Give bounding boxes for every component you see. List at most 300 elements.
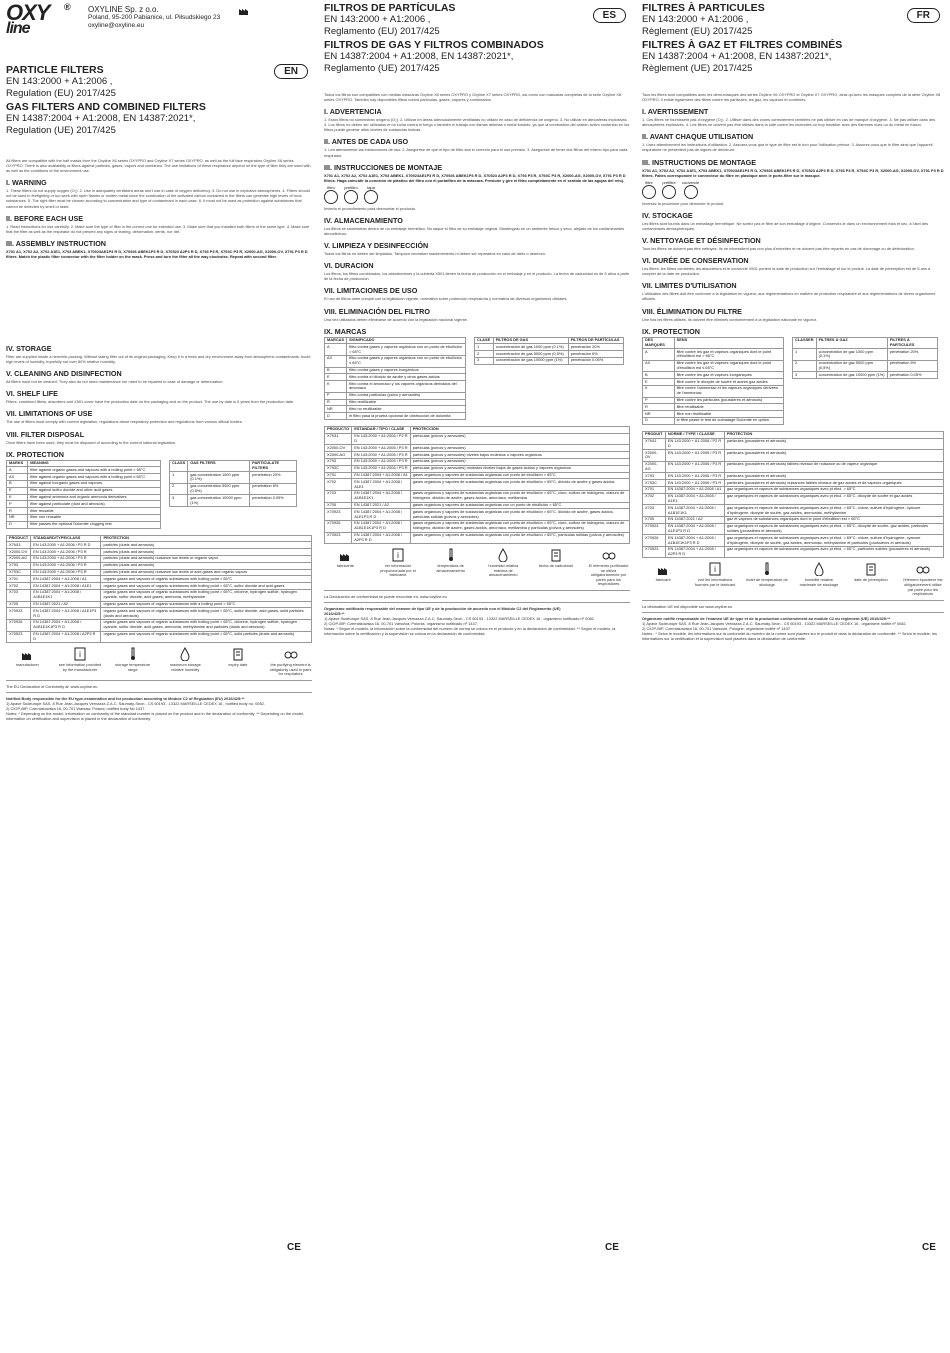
table-cell: filter against inorganic gases and vapours [28,480,161,487]
table-cell: P [643,397,675,404]
symbol-item [217,647,260,668]
filter-part-icon [642,185,656,199]
column-header: MARCAS [325,337,347,344]
table-cell: X7N11 [643,438,666,450]
column-header: SIGNIFICADO [347,337,466,344]
table-row [643,473,944,480]
table-cell: particles (dusts and aerosols) [101,549,312,556]
filter-part [682,180,699,199]
column-header: FILTRES À PARTICULES [887,337,937,349]
symbol-label: écart de température de stockage [746,577,788,588]
table-cell: K [7,494,28,501]
company-info: OXYLINE Sp. z o.o. Poland, 95-200 Pabianice, ul. Piłsudskiego 23 oxyline@oxyline.eu [88,5,221,29]
ce-mark-es: CE [605,1242,619,1253]
table-cell: gaz organiques et vapeurs de substances organiques avec pt ébul. > 65°C, chlore, sulfure d'hydrogène, cyanure d'hydrogène, dioxyde de soufre, gaz acides, ammoniac, méthylamine [724,505,943,517]
svg-text:i: i [79,650,81,660]
hourglass-icon [864,562,878,576]
symbol-item [111,647,154,672]
filter-parts-fr [642,180,944,199]
filter-part [364,185,378,204]
table-cell: X70523 [325,532,352,544]
table-cell: X7N11 [325,433,352,445]
table-cell: A [643,349,675,361]
table-cell: gaz et vapeurs de substances organiques dont le point d'ébullition est > 65°C [724,516,943,523]
table-cell: penetración 0.05% [568,357,623,364]
symbol-item [482,548,525,578]
column-header: PROTECCION [410,426,629,433]
table-cell: X702 [325,479,352,491]
table-cell: K [325,381,347,393]
table-cell: concentración de gas 1000 ppm (0.1%) [493,344,568,351]
filter-part [324,185,338,204]
table-cell: X793 [643,473,666,480]
table-cell: concentration de gaz 1000 ppm (0,1%) [816,349,887,361]
table-cell: EN 14387:2004 + A1:2008 / A1E1P3 R D [352,509,411,521]
table-row [643,385,784,397]
table-cell: filter against ammonia and organic ammonia derivatives [28,494,161,501]
filter-part-icon [364,190,378,204]
table-cell: EN 14387:2004 + A1:2008 / A1 [352,472,411,479]
table-row [7,480,161,487]
table-cell: filtro contra gases y vapores orgánicos con un punto de ebullición ≤ 65°C [347,355,466,367]
table-cell: filter against organic gases and vapours with a boiling point > 65°C [28,467,161,474]
table-cell: penetration 6% [250,483,297,495]
table-cell: filter reusable [28,508,161,515]
table-cell: X2000-AG [643,461,666,473]
table-cell: gases orgánicos y vapores de sustancias orgánicas con punto de ebullición > 65°C, dióxido de azufre, gases ácidos, partículas sólidas (polvos y aerosoles) [410,509,629,521]
table-cell: gas concentration 5000 ppm (0.5%) [188,483,250,495]
table-cell: penetración 20% [568,344,623,351]
ce-mark-fr: CE [922,1242,936,1253]
filter-part-icon [324,190,338,204]
column-en: OXY line ® OXYLINE Sp. z o.o. Poland, 95-200 Pabianice, ul. Piłsudskiego 23 oxyline@oxyline.eu EN PARTICLE FILTERS EN 143:2000 + A1:2006 , Regulation (EU) 2017/425 GAS FILTERS AND COMBINED FILTERS EN 14387:2004 + A1:2008, EN 14387:2021*, Regulation (UE) 2017/425 All filters are compatible with the half masks from the Oxyline X6 series OXYPRO and Oxyline X7 series OXYPRO, as well as the full face respirators Oxyline X8 series OXYPRO. There is also availability of filters against particles, gases, vapors and combined. The use limitations of these respirators depend on the type of filter they are used with as well as the conditions of the environment use. I. WARNING 1. These filters do not supply oxygen (O₂). 2. Use in adequately ventilated areas don't use in case of oxygen deficiency. 3. Do not use in explosive atmospheres. 4. Filters should not be used in firefighting or too work with open flames or molten metal since the combustion of the activated carbon contained in the filters can generate high levels of toxic substances. 5. The right filter must be chosen according to concentration and type of contaminant in each case. 6. It must not be used as protection against substances that cannot be detected by smell or taste. II. BEFORE EACH USE 1. Read instructions for use carefully. 2. Make sure the type of filter is the correct one for intended use. 3. Make sure that you installed both filters of the same type. 4. Make sure that the filter as well as the respirator do not present any signs of tearing, deformation, dents, nor dirt. III. ASSEMBLY INSTRUCTION X701 A1, X702 A2, X702 A1E1, X703 ABEK1, X70923AE1P3 R D, X70926 ABEK1P3 R D, X70523 A2P3 R D, X793 P3 R, X793C P3 R, X2000-AG, X2000-OV, X791 P3 R D filters. Match the plastic filter connector with the filter holder on the mask. Press and turn the filter all the way clockwise. Repeat with second filter. IV. STORAGE Filter are supplied inside a hermetic packing. Without taking filter out of its original packaging. Keep it in a fresh and dry environment away from atmospheric contaminants. Avoid high levels of humidity, hopefully not over 80% relative humidity. V. CLEANING AND DISINFECTION All filters must not be cleaned. They also do not need maintenance nor need to be repaired in case of damage or deterioration. VI. SHELF LIFE Filters, combined filters, absorbers and X501 cover have the production date on the packaging and on the product. The use-by date is 5 years from the production date. VII. LIMITATIONS OF USE The use of filters must comply with current legislation, regulations about respiratory protection and regulations from various official bodies. VIII. FILTER DISPOSAL Once filters have been used, they must be disposed of according to the current national legislation. IX. PROTECTION MARKS MEANING A filter against organic gases and vapours with a boiling point > 65°C AX filter against organic gases and vapours with a boiling point ≤ 65°C B filter against inorganic gases and vapours E filter against sulfur dioxide and other acid gases K filter against ammonia and organic ammonia derivatives P filter against particulate (dust and aerosols) R filter reusable NR filter non reusable D filter passes the optional Dolomite clogging test CLASS GAS FILTERS PARTICULATE FILTERS 1 gas concentration 1000 ppm (0.1%) penetration 20% 2 gas concentration 5000 ppm (0.5%) penetration 6% 3 gas concentration 10000 ppm (1%) penetration 0.05% PRODUCT STANDARD/TYPE/CLASS PROTECTION X7N11 EN 143:2000 + A1:2006 / P2 R D particles (dusts and aerosols) X2000-OV EN 143:2000 + A1:2006 / P3 R particles (dusts and aerosols) X2000-AG EN 143:2000 + A1:2006 / P3 R particles (dusts and aerosols) nuisance low levels or organic vapor X793 EN 143:2000 + A1:2006 / P3 R particles (dusts and aerosols) X793C EN 143:2000 + A1:2006 / P3 R particles (dusts and aerosols) nuisance low levels of acid gases and organic vapors X701 EN 14387:2004 + A1:2008 / A1 organic gases and vapours of organic substances with boiling point > 65°C X702 EN 14387:2004 + A1:2008 / A1E1 organic gases and vapours of organic substances with boiling point > 65°C, sulfur dioxide and acid gases X703 EN 14387:2004 + A1:2008 / A1B1E1K1 organic gases and vapours of organic substances with boiling point > 65°C, chlorine, hydrogen sulfide, hydrogen cyanide, sulfur dioxide, acid gases, ammonia, methylamine X705 EN 14387:2021 / A2 organic gases and vapours of organic substances with a boiling point > 65°C X70923 EN 14387:2004 + A1:2008 / A1E1P3 R D organic gases and vapours of organic substances with boiling point > 65°C, sulfur dioxide, acid gases, solid particles (dusts and aerosols) X70926 EN 14387:2004 + A1:2008 / A1B1E1K1P3 R D organic gases and vapours of organic substances with boiling point > 65°C, chlorine, hydrogen sulfide, hydrogen cyanide, sulfur dioxide, acid gases, ammonia, methylamine and particles (dusts and aerosols) X70523 EN 14387:2004 + A1:2008 / A2P3 R D organic gases and vapours of organic substances with boiling point > 65°C, solid particles (dusts and aerosols) manufacturer i see information provided by the manufacturer storage temperature range maximum storage relative humidity expiry date the purifying element is obligatorily used in pairs for respirators The EU Declaration of Conformity at: www.oxyline.eu Notified Body responsible for the EU type-examination and for production according to Module C2 of Regulation (EU) 2016/425:** 1) Apave Sudeurope SAS, 8 Rue Jean-Jacques Vernazza Z.A.C. Saumaty-Seon - CS 60193 - 13322 MARSEILLE CEDEX 16 , notified body no. 0082. 2) CIOP-BIP, Czerniakowska 16, 00-701 Warsaw, Poland, notified body No 1437. Notes: * Depending on the model, information on conformity of the standard number is placed on the product and in the declaration of conformity. ** Depending on the model, information on certification and supervision is placed in the declaration of conformity. [6,0,312,721]
symbol-label: the purifying element is obligatorily used in pairs for respirators [269,662,312,677]
table-cell: P [7,501,28,508]
table-cell: filtro reutilizable [347,399,466,406]
column-header: CLASE [475,337,494,344]
svg-text:i: i [714,565,716,575]
table-cell: particules (poussières et aérosols) [724,450,943,462]
symbol-item [59,647,102,672]
table-cell: X793 [7,562,31,569]
table-header-row [475,337,624,344]
column-header: STANDARD/TYPE/CLASS [31,535,101,542]
table-cell: X702 [7,583,31,590]
table-row [7,514,161,521]
table-cell: concentración de gas 5000 ppm (0.5%) [493,351,568,358]
symbol-label: humidité relative maximale de stockage [799,577,839,588]
table-row [475,344,624,351]
table-cell: filtre contre le dioxyde de soufre et autres gaz acides [674,379,783,386]
table-cell: K [643,385,675,397]
table-cell: X701 [7,576,31,583]
symbol-item [269,647,312,677]
symbol-item [164,647,207,672]
thermometer-icon [760,562,774,576]
table-cell: filter non reusable [28,514,161,521]
table-row [643,516,944,523]
table-cell: X70926 [325,520,352,532]
table-cell: EN 14387:2004 + A1:2008 / A1B1E1K1 [31,589,101,601]
table-cell: AX [325,355,347,367]
table-header-row [7,535,312,542]
symbol-item [798,562,840,587]
table-cell: X2000-OV [7,549,31,556]
symbol-label: voir les informations fournies par le fabricant [694,577,736,588]
column-header: PRODUCTO [325,426,352,433]
title-particle: PARTICLE FILTERS [6,64,104,76]
table-row [325,472,630,479]
table-cell: particles (dusts and aerosols) nuisance low levels or organic vapor [101,555,312,562]
symbol-item [902,562,944,596]
table-cell: X70923 [7,608,31,620]
table-row [643,411,784,418]
table-cell: X703 [325,490,352,502]
table-header-row [7,460,161,467]
table-cell: gases orgánicos y vapores de sustancias orgánicas con un punto de ebullición > 65°C [410,502,629,509]
filter-pair-icon [284,647,298,661]
table-cell: filtre contre les particules (poussières et aérosols) [674,397,783,404]
product-table-fr [642,431,944,559]
table-cell: partículas (polvos y aerosoles) molestos niveles bajos de gases ácidos y vapores orgánicos [410,465,629,472]
factory-icon [20,647,34,661]
table-cell: EN 143:2000 + A1:2006 / P3 R [31,562,101,569]
table-row [325,452,630,459]
table-cell: X7N11 [7,542,31,549]
table-cell: X705 [7,601,31,608]
column-fr: FR FILTRES À PARTICULES EN 143:2000 + A1:2006 , Règlement (EU) 2017/425 FILTRES À GAZ ET FILTRES COMBINÉS EN 14387:2004 + A1:2008, EN 14387:2021*, Règlement (UE) 2017/425 Tous les filtres sont compatibles avec les demi-masques des séries Oxyline X6 OXYPRO et Oxyline X7 OXYPRO, ainsi qu'avec les masques complets de la série Oxyline X8 OXYPRO. Il existe également des filtres contre les particules, les gaz, les vapeurs et combinés. I. AVERTISSEMENT 1. Ces filtres ne fournissent pas d'oxygène (O₂). 2. Utiliser dans des zones correctement ventilées ne pas utiliser en cas de manque d'oxygène. 3. Ne pas utiliser dans des atmosphères explosives. 4. Les filtres ne doivent pas être utilisés dans la lutte contre les incendies ou trop travailler avec des flammes nues ou du métal en fusion. II. AVANT CHAQUE UTILISATION 1. Lisez attentivement les instructions d'utilisation. 2. Assurez-vous que le type de filtre est le bon pour l'utilisation prévue. 3. Assurez-vous que le filtre ainsi que l'appareil respiratoire ne présentent pas de signes de déchirure. III. INSTRUCTIONS DE MONTAGE X701 A1, X702 A2, X702 A1E1, X703 ABEK1, X70923AE1P3 R D, X70926 ABEK1P3 R D, X70523 A2P3 R D, X793 P3 R, X793C P3 R, X2000-AG, X2000-OV, X791 P3 R D filtres. Faites correspondre le connecteur du filtre en plastique avec le porte-filtre sur le masque. filtre préfiltre couvercle Inversez la procédure pour démonter le produit. IV. STOCKAGE Les filtres sont fournis dans un emballage hermétique. Ne sortez pas le filtre de son emballage d'origine. Conservez-le dans un environnement frais et sec, à l'abri des contaminants atmosphériques. V. NETTOYAGE ET DÉSINFECTION Tous les filtres ne doivent pas être nettoyés. Ils ne nécessitent pas non plus d'entretien et ne doivent pas être réparés en cas de dommage ou de détérioration. VI. DURÉE DE CONSERVATION Les filtres, les filtres combinés, les absorbeurs et le couvercle X501 portent la date de production sur l'emballage et sur le produit. La date de péremption est de 5 ans à compter de la date de production. VII. LIMITES D'UTILISATION L'utilisation des filtres doit être conforme à la législation en vigueur, aux réglementations en matière de protection respiratoire et aux réglementations de divers organismes officiels. VIII. ÉLIMINATION DU FILTRE Une fois les filtres utilisés, ils doivent être éliminés conformément à la législation nationale en vigueur. IX. PROTECTION DES MARQUES SENS A filtre contre les gaz et vapeurs organiques dont le point d'ébullition est > 65°C AX filtre contre les gaz et vapeurs organiques dont le point d'ébullition est ≤ 65°C B filtre contre les gaz et vapeurs inorganiques E filtre contre le dioxyde de soufre et autres gaz acides K filtre contre l'ammoniac et les vapeurs organiques dérivées de l'ammoniac P filtre contre les particules (poussières et aérosols) R filtre réutilisable NR filtre non réutilisable D le filtre passe le test de colmatage Dolomite en option CLASSER FILTRES À GAZ FILTRES À PARTICULES 1 concentration de gaz 1000 ppm (0,1%) pénétration 20% 2 concentration de gaz 5000 ppm (0,5%) pénétration 6% 3 concentration de gaz 10000 ppm (1%) pénétration 0,05% PRODUIT NORME / TYPE / CLASSE PROTECTION X7N11 EN 143:2000 + A1:2006 / P2 R D particules (poussières et aérosols) X2000-OV EN 143:2000 + A1:2006 / P3 R particules (poussières et aérosols) X2000-AG EN 143:2000 + A1:2006 / P3 R particules (poussières et aérosols) faibles niveaux de nuisance ou de vapeur organique X793 EN 143:2000 + A1:2006 / P3 R particules (poussières et aérosols) X793C EN 143:2000 + A1:2006 / P3 R particules (poussières et aérosols) nuisances faibles niveaux de gaz acides et de vapeurs organiques X701 EN 14387:2004 + A1:2008 / A1 gaz organiques et vapeurs de substances organiques avec pt ébul. > 65°C X702 EN 14387:2004 + A1:2008 / A1E1 gaz organiques et vapeurs de substances organiques avec pt ébul. > 65°C, dioxyde de soufre et gaz acides X703 EN 14387:2004 + A1:2008 / A1B1E1K1 gaz organiques et vapeurs de substances organiques avec pt ébul. > 65°C, chlore, sulfure d'hydrogène, cyanure d'hydrogène, dioxyde de soufre, gaz acides, ammoniac, méthylamine X705 EN 14387:2021 / A2 gaz et vapeurs de substances organiques dont le point d'ébullition est > 65°C X70923 EN 14387:2004 + A1:2008 / A1E1P3 R D gaz organiques et vapeurs de substances organiques avec pt ébul. > 65°C, dioxyde de soufre, gaz acides, particules solides (poussières et aérosols) X70926 EN 14387:2004 + A1:2008 / A1B1E1K1P3 R D gaz organiques et vapeurs de substances organiques avec pt ébul. > 65°C, chlore, sulfure d'hydrogène, cyanure d'hydrogène, dioxyde de soufre, gaz acides, ammoniac, méthylamine et particules (poussières et aérosols) X70523 EN 14387:2004 + A1:2008 / A2P3 R D gaz organiques et vapeurs de substances organiques avec pt ébul. > 65°C, particules solides (poussières et aérosols) fabricant i voir les informations fournies par le fabricant écart de température de stockage humidité relative maximale de stockage date de péremption l'élément épurateur est obligatoirement utilisé par paire pour les respirateurs La déclaration UE est disponible sur www.oxyline.eu Organisme notifié responsable de l'examen UE de type et de la production conformément au module C2 du règlement (UE) 2016/425:** 1) Apave Sudeurope SAS, 8 Rue Jean-Jacques Vernazza Z.A.C. Saumaty-Seon - CS 60193 - 13322 MARSEILLE CEDEX 16 , organisme notifié nº 0082. 2) CIOP-BIP, Czerniakowska 16, 00-701 Varsovie, Pologne, organisme notifié nº 1437. Notes : * Selon le modèle, les informations sur la conformité du numéro de la norme sont placées sur le produit et dans la déclaration de conformité. ** Selon le modèle, les informations sur la certification et la supervision sont placées dans la déclaration de conformité. [642,2,944,641]
symbol-label: storage temperature range [115,662,151,672]
table-row [7,608,312,620]
table-cell: EN 143:2000 + A1:2006 / P3 R [665,473,724,480]
table-cell: EN 14387:2004 + A1:2008 / A1E1 [31,583,101,590]
table-row [325,406,466,413]
table-cell: gaz organiques et vapeurs de substances organiques avec pt ébul. > 65°C, particules solides (poussières et aérosols) [724,546,943,558]
table-cell: partículas (polvos y aerosoles) [410,458,629,465]
table-cell: EN 143:2000 + A1:2006 / P3 R [352,458,411,465]
column-header: FILTRES À GAZ [816,337,887,349]
column-header: PRODUCT [7,535,31,542]
table-cell: gases orgánicos y vapores de sustancias orgánicas con punto de ebullición > 65°C, dióxido de azufre y gases ácidos [410,479,629,491]
table-cell: NR [325,406,347,413]
table-cell: gases orgánicos y vapores de sustancias orgánicas con punto de ebullición > 65°C, cloro, sulfuro de hidrógeno, cianuro de hidrógeno, dióxido de azufre, gases ácidos, amoníaco, metilamina y partículas (polvos y aerosoles) [410,520,629,532]
table-cell: filtro contra el dióxido de azufre y otros gases ácidos [347,374,466,381]
table-cell: EN 14387:2004 + A1:2008 / A1B1E1K1P3 R D [665,535,724,547]
table-row [170,472,297,484]
table-row [7,549,312,556]
table-cell: A [325,344,347,356]
title-gas: GAS FILTERS AND COMBINED FILTERS [6,101,206,113]
table-cell: EN 14387:2021 / A2 [352,502,411,509]
table-cell: EN 143:2000 + A1:2006 / P3 R [665,461,724,473]
table-cell: EN 14387:2021 / A2 [665,516,724,523]
table-cell: EN 143:2000 + A1:2006 / P3 R [352,465,411,472]
filter-part-label: couvercle [682,179,700,185]
table-row [325,445,630,452]
table-cell: pénétration 20% [887,349,937,361]
table-cell: EN 14387:2004 + A1:2008 / A1B1E1K1 [352,490,411,502]
table-cell: filtre non réutilisable [674,411,783,418]
table-cell: el filtro pasa la prueba opcional de obstrucción de dolomita [347,413,466,420]
symbol-label: El elemento purificador se utiliza obligatoriamente por pares para los respiradores [588,563,629,587]
table-cell: R [325,399,347,406]
table-cell: gaz organiques et vapeurs de substances organiques avec pt ébul. > 65°C, dioxyde de soufre, gaz acides, particules solides (poussières et aérosols) [724,523,943,535]
table-cell: EN 143:2000 + A1:2006 / P3 R [665,450,724,462]
table-cell: penetration 0.05% [250,495,297,507]
table-header-row [793,337,938,349]
table-cell: EN 143:2000 + A1:2006 / P2 R D [665,438,724,450]
symbol-label: fabricant [655,577,671,583]
filter-part-label: filtro [327,184,335,190]
filter-part-label: préfiltre [662,179,676,185]
table-row [643,486,944,493]
table-cell: penetration 20% [250,472,297,484]
table-cell: partículas (polvos y aerosoles) [410,433,629,445]
table-row [643,523,944,535]
table-cell: 2 [475,351,494,358]
table-cell: X70923 [325,509,352,521]
table-row [7,601,312,608]
table-row [170,483,297,495]
table-header-row [325,426,630,433]
column-header: FILTROS DE GAS [493,337,568,344]
table-row [325,433,630,445]
table-cell: EN 14387:2004 + A1:2008 / A2P3 R D [31,631,101,643]
lang-badge-es: ES [593,8,626,23]
table-row [325,344,466,356]
table-cell: gas concentration 1000 ppm (0.1%) [188,472,250,484]
table-cell: concentration de gaz 5000 ppm (0,5%) [816,360,887,372]
table-row [643,372,784,379]
table-cell: P [325,392,347,399]
table-row [475,351,624,358]
table-cell: EN 14387:2004 + A1:2008 / A2P3 R D [665,546,724,558]
table-row [643,349,784,361]
filter-part-icon [662,185,676,199]
table-cell: gas concentration 10000 ppm (1%) [188,495,250,507]
table-row [325,509,630,521]
table-cell: X793C [7,569,31,576]
table-cell: X793 [325,458,352,465]
hourglass-icon [549,548,563,562]
symbol-label: temperatura de almacenamiento [436,563,465,573]
table-cell: EN 143:2000 + A1:2006 / P3 R [31,569,101,576]
table-cell: penetración 6% [568,351,623,358]
table-cell: X70926 [643,535,666,547]
table-cell: 2 [793,360,817,372]
table-row [643,450,944,462]
table-cell: gases orgánicos y vapores de sustancias orgánicas con punto de ebullición > 65°C [410,472,629,479]
table-cell: R [643,404,675,411]
table-row [643,505,944,517]
table-cell: particles (dusts and aerosols) [101,542,312,549]
table-cell: B [7,480,28,487]
table-cell: X701 [643,486,666,493]
symbols-fr [642,562,944,596]
column-header: GAS FILTERS [188,460,250,472]
table-cell: organic gases and vapours of organic substances with boiling point > 65°C, chlorine, hydrogen sulfide, hydrogen cyanide, sulfur dioxide, acid gases, ammonia, methylamine and particles (dusts and aerosols) [101,619,312,631]
table-cell: concentration de gaz 10000 ppm (1%) [816,372,887,379]
table-cell: EN 14387:2004 + A1:2008 / A1E1P3 R D [31,608,101,620]
table-cell: X705 [325,502,352,509]
symbol-item [694,562,736,587]
filter-part [662,180,676,199]
symbol-label: humedad relativa máxima de almacenamiento [488,563,519,578]
table-row [643,480,944,487]
symbol-label: maximum storage relative humidity [169,662,201,672]
table-cell: filtro contra partículas (polvo y aerosoles) [347,392,466,399]
symbol-item [535,548,578,569]
table-cell: D [643,417,675,424]
filter-pair-icon [602,548,616,562]
filter-part-icon [684,185,698,199]
symbol-label: manufacturer [15,662,39,668]
table-cell: filtre contre les gaz et vapeurs organiques dont le point d'ébullition est ≤ 65°C [674,360,783,372]
table-cell: EN 14387:2004 + A1:2008 / A1E1 [665,493,724,505]
column-header: MARKS [7,460,28,467]
filter-part-label: prefiltro [344,184,358,190]
symbol-label: expiry date [228,662,248,668]
table-cell: filtro no reutilizable [347,406,466,413]
factory-icon [656,562,670,576]
table-cell: EN 14387:2004 + A1:2008 / A1 [665,486,724,493]
column-header: PROTECTION [724,431,943,438]
table-row [7,542,312,549]
info-icon [73,647,87,661]
table-cell: organic gases and vapours of organic substances with a boiling point > 65°C [101,601,312,608]
table-row [643,417,784,424]
info-icon [391,548,405,562]
table-row [793,372,938,379]
table-cell: X2000-OV [325,445,352,452]
thermometer-icon [126,647,140,661]
filter-part-icon [344,190,358,204]
table-row [7,555,312,562]
filter-part [642,180,656,199]
table-row [325,374,466,381]
column-header: ESTANDAR / TIPO / CLASE [352,426,411,433]
table-row [7,508,161,515]
lang-badge-fr: FR [907,8,940,23]
table-header-row [170,460,297,472]
table-cell: EN 143:2000 + A1:2006 / P3 R [352,445,411,452]
table-header-row [643,431,944,438]
table-cell: gaz organiques et vapeurs de substances organiques avec pt ébul. > 65°C, dioxyde de soufre et gaz acides [724,493,943,505]
table-cell: 1 [475,344,494,351]
column-header: PROTECTION [101,535,312,542]
table-cell: partículas (polvos y aerosoles) niveles bajos molestos o vapores orgánicos [410,452,629,459]
symbol-label: fabricante [336,563,354,569]
table-row [7,467,161,474]
table-row [643,461,944,473]
marks-table-fr [642,337,784,425]
logo: OXY line [6,0,50,37]
table-row [170,495,297,507]
table-cell: EN 14387:2004 + A1:2008 / A1 [31,576,101,583]
table-cell: EN 143:2000 + A1:2006 / P3 R [31,555,101,562]
symbol-item [850,562,892,583]
table-cell: filtro contra gases y vapores inorgánicos [347,367,466,374]
table-cell: NR [7,514,28,521]
table-row [7,576,312,583]
table-cell: X70923 [643,523,666,535]
table-cell: particles (dusts and aerosols) [101,562,312,569]
table-row [325,355,466,367]
column-header: FILTROS DE PARTÍCULAS [568,337,623,344]
table-cell: organic gases and vapours of organic substances with boiling point > 65°C, chlorine, hydrogen sulfide, hydrogen cyanide, sulfur dioxide, acid gases, ammonia, methylamine [101,589,312,601]
symbol-item [377,548,420,578]
table-cell: EN 143:2000 + A1:2006 / P2 R D [352,433,411,445]
table-cell: EN 14387:2004 + A1:2008 / A1B1E1K1P3 R D [31,619,101,631]
factory-icon [338,548,352,562]
column-header: DES MARQUES [643,337,675,349]
filter-part-label: tapa [367,184,375,190]
symbol-item [746,562,788,587]
table-cell: EN 143:2000 + A1:2006 / P2 R D [31,542,101,549]
column-es: ES FILTROS DE PARTÍCULAS EN 143:2000 + A1:2006 , Reglamento (EU) 2017/425 FILTROS DE GAS Y FILTROS COMBINADOS EN 14387:2004 + A1:2008, EN 14387:2021*, Reglamento (UE) 2017/425 Todos los filtros son compatibles con medias máscaras Oxyline X6 series OXYPRO y Oxyline X7 series OXYPRO, así como con máscaras completas de la serie Oxyline X8 series OXYPRO. También hay disponibles filtros contra partículas, gases, vapores y combinados. I. ADVERTENCIA 1. Estos filtros no suministran oxígeno (O₂). 2. Utilizar en áreas adecuadamente ventiladas no utilizar en caso de deficiencia de oxígeno. 3. No utilizar en atmósferas explosivas. 4. Los filtros no deben ser utilizados en la lucha contra el fuego o también el trabajo con llamas abiertas o metal fundido, ya que la combustión del carbón activo contenido en los filtros puede generar altos niveles de sustancias tóxicas. II. ANTES DE CADA USO 1. Lea atentamente las instrucciones de uso. 2. Asegúrese de que el tipo de filtro sea el correcto para el uso previsto. 3. Asegúrese de tener dos filtros del mismo tipo para cada respirador. III. INSTRUCCIONES DE MONTAJE X701 A1, X702 A2, X702 A1E1, X703 ABEK1, X70923AE1P3 R D, X70926 ABEK1P3 R D, X70523 A2P3 R D, X793 P3 R, X793C P3 R, X2000-AG, X2000-OV, X791 P3 R D filtros. Haga coincidir la conexión de plástico del filtro con el portafiltro de la máscara. Presione y gire el filtro completamente en el sentido de las agujas del reloj. filtro prefiltro tapa Invierta el procedimiento para desmontar el producto. IV. ALMACENAMIENTO Los filtros se suministran dentro de un embalaje hermético. No saque el filtro de su embalaje original. Manténgalo en un ambiente fresco y seco, alejado de los contaminantes atmosféricos. V. LIMPIEZA Y DESINFECCIÓN Todos los filtros no deben ser limpiados. Tampoco necesitan mantenimiento ni deben ser reparados en caso de daño o deterioro. VI. DURACION Los filtros, los filtros combinados, los absorbedores y la cubierta X501 tienen la fecha de producción en el embalaje y en el producto. La fecha de caducidad es de 5 años a partir de la fecha de producción. VII. LIMITACIONES DE USO El uso de filtros debe cumplir con la legislación vigente, normativa sobre protección respiratoria y normativa de diversos organismos oficiales. VIII. ELIMINACIÓN DEL FILTRO Una vez utilizados deben eliminarse de acuerdo con la legislación nacional vigente. IX. MARCAS MARCAS SIGNIFICADO A filtro contra gases y vapores orgánicos con un punto de ebullición > 65°C AX filtro contra gases y vapores orgánicos con un punto de ebullición ≤ 65°C B filtro contra gases y vapores inorgánicos E filtro contra el dióxido de azufre y otros gases ácidos K filtro contra el amoníaco y los vapores orgánicos derivados del amoníaco P filtro contra partículas (polvo y aerosoles) R filtro reutilizable NR filtro no reutilizable D el filtro pasa la prueba opcional de obstrucción de dolomita CLASE FILTROS DE GAS FILTROS DE PARTÍCULAS 1 concentración de gas 1000 ppm (0.1%) penetración 20% 2 concentración de gas 5000 ppm (0.5%) penetración 6% 3 concentración de gas 10000 ppm (1%) penetración 0.05% PRODUCTO ESTANDAR / TIPO / CLASE PROTECCION X7N11 EN 143:2000 + A1:2006 / P2 R D partículas (polvos y aerosoles) X2000-OV EN 143:2000 + A1:2006 / P3 R partículas (polvos y aerosoles) X2000-AG EN 143:2000 + A1:2006 / P3 R partículas (polvos y aerosoles) niveles bajos molestos o vapores orgánicos X793 EN 143:2000 + A1:2006 / P3 R partículas (polvos y aerosoles) X793C EN 143:2000 + A1:2006 / P3 R partículas (polvos y aerosoles) molestos niveles bajos de gases ácidos y vapores orgánicos X701 EN 14387:2004 + A1:2008 / A1 gases orgánicos y vapores de sustancias orgánicas con punto de ebullición > 65°C X702 EN 14387:2004 + A1:2008 / A1E1 gases orgánicos y vapores de sustancias orgánicas con punto de ebullición > 65°C, dióxido de azufre y gases ácidos X703 EN 14387:2004 + A1:2008 / A1B1E1K1 gases orgánicos y vapores de sustancias orgánicas con punto de ebullición > 65°C, cloro, sulfuro de hidrógeno, cianuro de hidrógeno, dióxido de azufre, gases ácidos, amoníaco, metilamina X705 EN 14387:2021 / A2 gases orgánicos y vapores de sustancias orgánicas con un punto de ebullición > 65°C X70923 EN 14387:2004 + A1:2008 / A1E1P3 R D gases orgánicos y vapores de sustancias orgánicas con punto de ebullición > 65°C, dióxido de azufre, gases ácidos, partículas sólidas (polvos y aerosoles) X70926 EN 14387:2004 + A1:2008 / A1B1E1K1P3 R D gases orgánicos y vapores de sustancias orgánicas con punto de ebullición > 65°C, cloro, sulfuro de hidrógeno, cianuro de hidrógeno, dióxido de azufre, gases ácidos, amoníaco, metilamina y partículas (polvos y aerosoles) X70523 EN 14387:2004 + A1:2008 / A2P3 R D gases orgánicos y vapores de sustancias orgánicas con punto de ebullición > 65°C, partículas sólidas (polvos y aerosoles) fabricante i ver información proporcionada por el fabricante temperatura de almacenamiento humedad relativa máxima de almacenamiento fecha de caducidad El elemento purificador se utiliza obligatoriamente por pares para los respiradores La Declaración de conformidad se puede encontrar en: www.oxyline.eu Organismo notificado responsable del examen de tipo UE y de la producción de acuerdo con el Módulo C2 del Reglamento (UE) 2016/425:** 1) Apave Sudeurope SAS, 8 Rue Jean-Jacques Vernazza Z.A.C. Saumaty-Seon - CS 60193 - 13322 MARSEILLE CEDEX 16 , organismo notificado nº 0082. 2) CIOP-BIP, Czerniakowska 16, 00-701 Varsovia, Polonia, organismo notificado nº 1437. Notas: * Según el modelo, la información sobre la conformidad del número de norma se coloca en el producto y en la declaración de conformidad. ** Según el modelo, la información sobre la certificación y la supervisión se coloca en la declaración de conformidad. [324,2,630,637]
table-cell: filtre contre les gaz et vapeurs inorganiques [674,372,783,379]
marks-table-es [324,337,466,420]
table-row [7,474,161,481]
table-row [643,438,944,450]
table-cell: EN 14387:2021 / A2 [31,601,101,608]
column-header: SENS [674,337,783,349]
table-row [643,493,944,505]
table-cell: 1 [170,472,188,484]
table-cell: filtre réutilisable [674,404,783,411]
symbol-item [642,562,684,583]
column-header: MEANING [28,460,161,467]
humidity-icon [812,562,826,576]
table-row [643,404,784,411]
table-cell: R [7,508,28,515]
column-header: CLASS [170,460,188,472]
table-cell: AX [7,474,28,481]
table-cell: EN 14387:2004 + A1:2008 / A2P3 R D [352,532,411,544]
table-cell: X793C [643,480,666,487]
header-brand: OXY line ® OXYLINE Sp. z o.o. Poland, 95-200 Pabianice, ul. Piłsudskiego 23 oxyline@oxyline.eu [6,0,312,62]
table-cell: X705 [643,516,666,523]
table-cell: X702 [643,493,666,505]
product-table-en [6,535,312,644]
table-row [325,502,630,509]
table-row [793,349,938,361]
table-row [643,535,944,547]
table-cell: X70523 [643,546,666,558]
table-row [325,367,466,374]
svg-text:i: i [397,551,399,561]
table-cell: E [325,374,347,381]
table-row [325,479,630,491]
lang-badge-en: EN [274,64,308,79]
symbol-item [6,647,49,668]
table-cell: X70926 [7,619,31,631]
ce-mark-en: CE [287,1242,301,1253]
table-cell: filtre contre l'ammoniac et les vapeurs organiques dérivées de l'ammoniac [674,385,783,397]
table-row [325,490,630,502]
table-cell: 3 [170,495,188,507]
symbol-item [587,548,630,587]
table-row [643,379,784,386]
table-row [7,521,161,528]
table-cell: organic gases and vapours of organic substances with boiling point > 65°C, sulfur dioxide and acid gases [101,583,312,590]
table-cell: D [7,521,28,528]
table-cell: filter passes the optional Dolomite clogging test [28,521,161,528]
marks-table-en [6,460,161,529]
table-cell: organic gases and vapours of organic substances with boiling point > 65°C, sulfur dioxide, acid gases, solid particles (dusts and aerosols) [101,608,312,620]
filter-part-label: filtre [645,179,653,185]
table-cell: filtre contre les gaz et vapeurs organiques dont le point d'ébullition est > 65°C [674,349,783,361]
